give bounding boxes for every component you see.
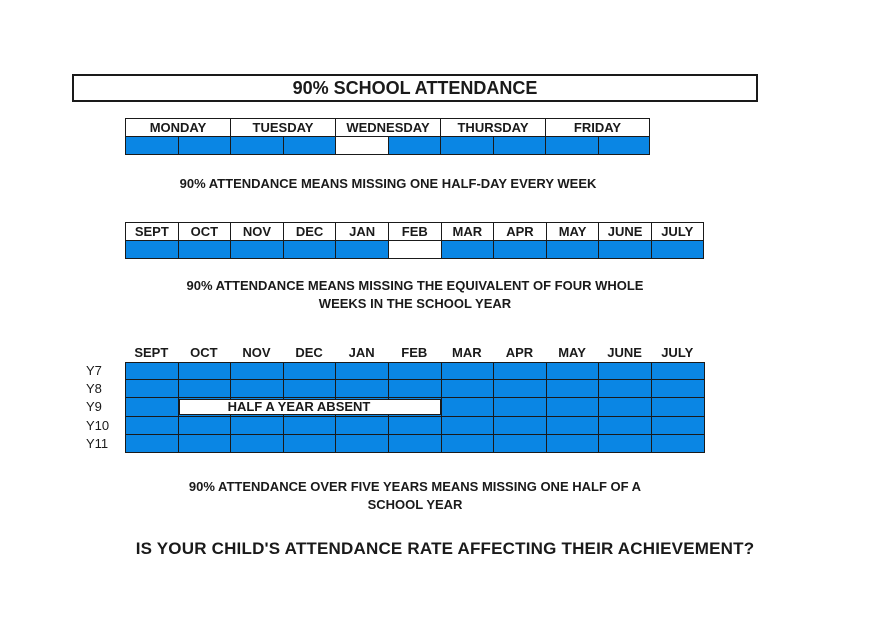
- attended-month-cell: [179, 362, 232, 380]
- attended-month-cell: [442, 435, 495, 453]
- attended-month-cell: [494, 435, 547, 453]
- attended-month-cell: [125, 241, 178, 259]
- attended-month-cell: [494, 380, 547, 398]
- month-table: [125, 222, 704, 259]
- five-year-caption-line1: 90% ATTENDANCE OVER FIVE YEARS MEANS MISSING ONE HALF OF A: [188, 479, 642, 494]
- five-year-month-label: SEPT: [134, 345, 169, 360]
- five-year-month-label: APR: [505, 345, 534, 360]
- attended-half-day-cell: [493, 137, 546, 155]
- attended-month-cell: [599, 435, 652, 453]
- attended-month-cell: [126, 398, 179, 416]
- five-year-month-label: MAY: [558, 345, 586, 360]
- month-header-cell: MAR: [441, 222, 494, 241]
- five-year-grid: [86, 344, 705, 453]
- five-year-month-label: OCT: [190, 345, 218, 360]
- month-header-cell: NOV: [230, 222, 283, 241]
- attended-month-cell: [494, 362, 547, 380]
- month-header-cell: DEC: [283, 222, 336, 241]
- attended-month-cell: [652, 380, 705, 398]
- attended-month-cell: [652, 435, 705, 453]
- attended-month-cell: [126, 380, 179, 398]
- attended-half-day-cell: [388, 137, 441, 155]
- year-group-row: [86, 380, 705, 398]
- attended-month-cell: [389, 380, 442, 398]
- five-year-month-label: JULY: [661, 345, 694, 360]
- year-group-row: [86, 435, 705, 453]
- attended-month-cell: [230, 241, 283, 259]
- attended-month-cell: [284, 417, 337, 435]
- year-group-cells: [125, 398, 705, 416]
- attended-month-cell: [442, 417, 495, 435]
- year-group-label: Y7: [86, 363, 102, 378]
- attended-half-day-cell: [125, 137, 178, 155]
- attended-month-cell: [283, 241, 336, 259]
- five-year-month-label: MAR: [452, 345, 482, 360]
- five-year-month-label: JAN: [348, 345, 375, 360]
- attended-month-cell: [336, 417, 389, 435]
- attended-month-cell: [442, 380, 495, 398]
- year-group-label: Y9: [86, 399, 102, 415]
- day-friday: FRIDAY: [545, 118, 650, 137]
- attended-month-cell: [126, 362, 179, 380]
- five-year-month-label: JUNE: [607, 345, 642, 360]
- month-header-cell: FEB: [388, 222, 441, 241]
- attended-month-cell: [599, 417, 652, 435]
- year-caption: [100, 277, 730, 313]
- missed-month-cell: [388, 241, 441, 259]
- five-year-caption: [100, 478, 730, 514]
- attended-month-cell: [442, 398, 495, 416]
- attended-month-cell: [126, 417, 179, 435]
- year-group-label: Y11: [86, 435, 109, 451]
- month-header-cell: APR: [493, 222, 546, 241]
- attended-month-cell: [547, 417, 600, 435]
- attended-month-cell: [284, 435, 337, 453]
- half-year-absent-block: HALF A YEAR ABSENT: [179, 399, 441, 415]
- attended-month-cell: [389, 362, 442, 380]
- week-header-row: [125, 118, 650, 137]
- attended-month-cell: [547, 398, 600, 416]
- month-header-cell: OCT: [178, 222, 231, 241]
- attended-month-cell: [179, 380, 232, 398]
- attended-month-cell: [599, 362, 652, 380]
- attended-month-cell: [336, 380, 389, 398]
- day-thursday: THURSDAY: [440, 118, 545, 137]
- attended-month-cell: [547, 362, 600, 380]
- year-caption-line1: 90% ATTENDANCE MEANS MISSING THE EQUIVALENT OF FOUR WHOLE: [186, 278, 644, 293]
- attended-half-day-cell: [178, 137, 231, 155]
- year-group-row: [86, 398, 705, 416]
- attended-month-cell: [284, 362, 337, 380]
- month-header-cell: JULY: [651, 222, 704, 241]
- attended-month-cell: [599, 380, 652, 398]
- attended-month-cell: [284, 380, 337, 398]
- attended-month-cell: [389, 417, 442, 435]
- attended-month-cell: [231, 362, 284, 380]
- attended-month-cell: [494, 398, 547, 416]
- half-day-cells: [125, 137, 650, 155]
- attended-half-day-cell: [283, 137, 336, 155]
- attended-month-cell: [179, 417, 232, 435]
- month-header-cell: MAY: [546, 222, 599, 241]
- year-caption-line2: WEEKS IN THE SCHOOL YEAR: [318, 296, 512, 311]
- five-year-caption-line2: SCHOOL YEAR: [367, 497, 463, 512]
- attended-month-cell: [652, 362, 705, 380]
- month-header-cell: JUNE: [598, 222, 651, 241]
- year-group-cells: [125, 417, 705, 435]
- day-monday: MONDAY: [125, 118, 230, 137]
- month-fill-row: [125, 241, 704, 259]
- attended-month-cell: [599, 398, 652, 416]
- attended-month-cell: [126, 435, 179, 453]
- five-year-month-label: NOV: [242, 345, 271, 360]
- week-caption: 90% ATTENDANCE MEANS MISSING ONE HALF-DAY EVERY WEEK: [179, 176, 597, 191]
- attended-month-cell: [441, 241, 494, 259]
- attended-month-cell: [651, 241, 704, 259]
- year-group-label: Y8: [86, 381, 102, 397]
- attended-month-cell: [336, 362, 389, 380]
- day-tuesday: TUESDAY: [230, 118, 335, 137]
- attended-half-day-cell: [545, 137, 598, 155]
- five-year-month-label: DEC: [295, 345, 323, 360]
- attended-half-day-cell: [440, 137, 493, 155]
- month-header-cell: SEPT: [125, 222, 178, 241]
- closing-question: IS YOUR CHILD'S ATTENDANCE RATE AFFECTING THEIR ACHIEVEMENT?: [135, 539, 755, 558]
- attended-month-cell: [547, 380, 600, 398]
- attended-month-cell: [335, 241, 388, 259]
- day-wednesday: WEDNESDAY: [335, 118, 440, 137]
- year-group-cells: [125, 380, 705, 398]
- attended-half-day-cell: [230, 137, 283, 155]
- attended-month-cell: [178, 241, 231, 259]
- attended-month-cell: [336, 435, 389, 453]
- month-header-row: [125, 222, 704, 241]
- page-title: 90% SCHOOL ATTENDANCE: [72, 74, 758, 102]
- attended-month-cell: [231, 435, 284, 453]
- attended-month-cell: [652, 398, 705, 416]
- year-group-row: [86, 417, 705, 435]
- week-table: [125, 118, 650, 155]
- month-header-cell: JAN: [335, 222, 388, 241]
- attended-month-cell: [179, 435, 232, 453]
- year-group-row: [86, 362, 705, 380]
- attended-half-day-cell: [598, 137, 651, 155]
- attended-month-cell: [231, 380, 284, 398]
- attended-month-cell: [598, 241, 651, 259]
- attended-month-cell: [652, 417, 705, 435]
- attended-month-cell: [494, 417, 547, 435]
- five-year-month-label: FEB: [401, 345, 428, 360]
- year-group-cells: [125, 362, 705, 380]
- attended-month-cell: [493, 241, 546, 259]
- attended-month-cell: [442, 362, 495, 380]
- five-year-month-header: [125, 344, 705, 362]
- attended-month-cell: [231, 417, 284, 435]
- five-year-rows: [86, 362, 705, 453]
- attended-month-cell: [389, 435, 442, 453]
- year-group-cells: [125, 435, 705, 453]
- attended-month-cell: [546, 241, 599, 259]
- attended-month-cell: [547, 435, 600, 453]
- year-group-label: Y10: [86, 417, 110, 433]
- missed-half-day-cell: [335, 137, 388, 155]
